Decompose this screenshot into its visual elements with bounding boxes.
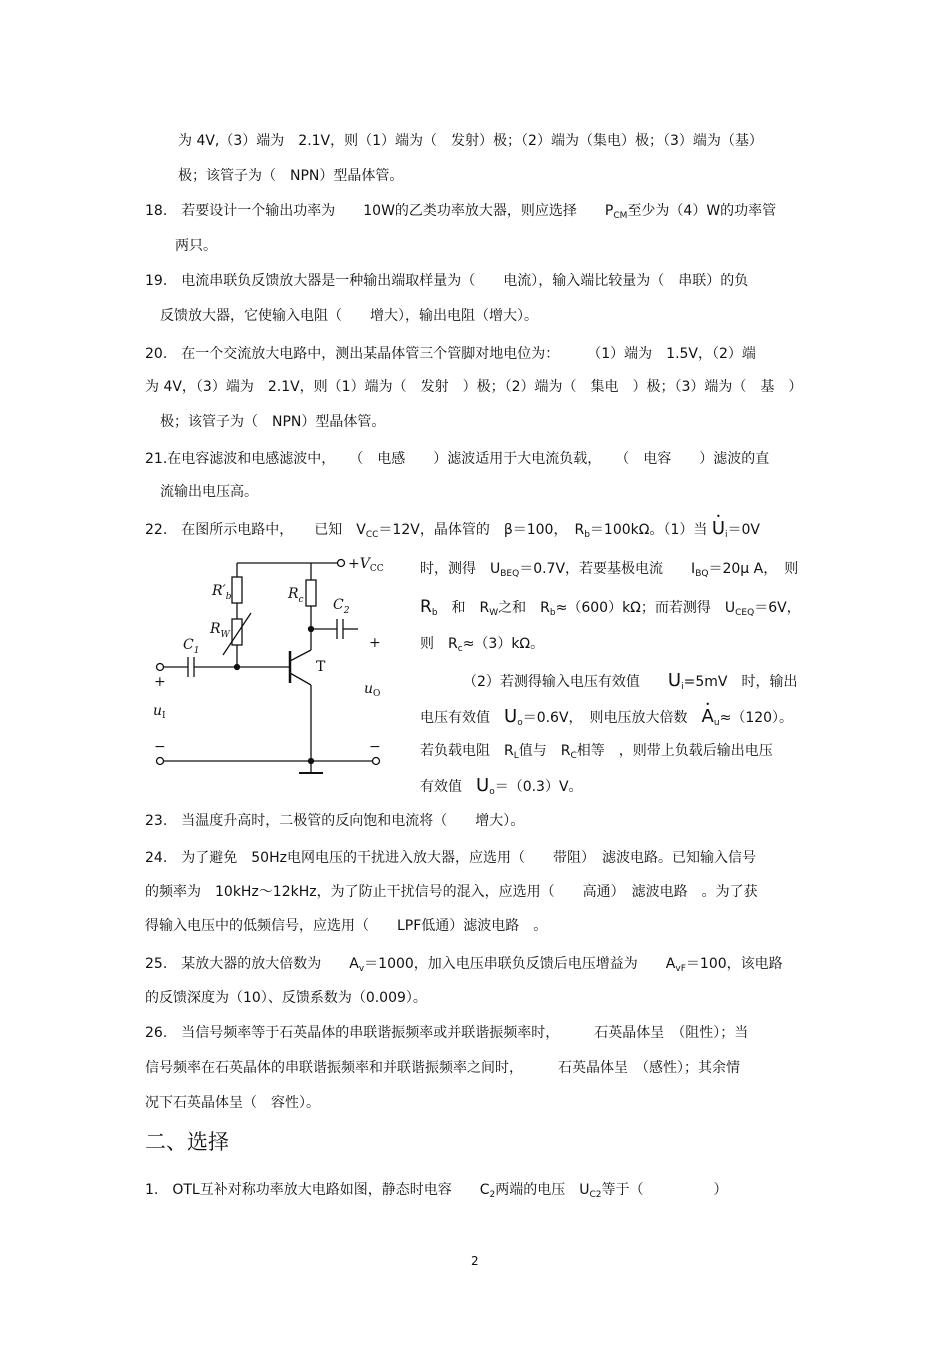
text-line: 有效值 $U_o=(0.3)V$。 (420, 775, 583, 797)
choice-question-1: 1. OTL互补对称功率放大电路如图，静态时电容 $C_2$两端的电压 $U_{C2}$等于（ ） (145, 1182, 728, 1200)
output-minus: − (369, 739, 381, 755)
input-ground-terminal (157, 758, 164, 765)
text-line: 则 $R_c\approx(3)k\Omega$。 (420, 636, 545, 654)
c2-label: $C_2$ (333, 597, 350, 616)
text-line: 流输出电压高。 (160, 484, 258, 500)
text-line: 两只。 (175, 238, 217, 254)
question-21: 21.在电容滤波和电感滤波中， （ 电感 ）滤波适用于大电流负载， （ 电容 ）滤波的直 (145, 451, 770, 467)
transistor-collector (290, 650, 311, 661)
text-line: 信号频率在石英晶体的串联谐振频率和并联谐振频率之间时， 石英晶体呈 （感性）；其余情 (145, 1060, 740, 1076)
question-26: 26. 当信号频率等于石英晶体的串联谐振频率或并联谐振频率时， 石英晶体呈 （阻性）；当 (145, 1025, 749, 1041)
text-line: 时，测得 $U_{BEQ}=0.7V$，若要基极电流 $I_{BQ}=20\mu$ A， 则 (420, 561, 799, 579)
rc-label: $R_c$ (288, 586, 304, 605)
c1-label: $C_1$ (183, 637, 200, 656)
text-line: $R_b$ 和 $R_W$之和 $R_b\approx(600)k\Omega$；而若测得 $U_{CEQ}=6V$， (420, 597, 801, 618)
rb-label: $R'_b$ (212, 583, 232, 602)
text-line: （2）若测得输入电压有效值 $U_i=5mV$ 时，输出 (463, 670, 798, 692)
rb-resistor (232, 577, 242, 603)
text-line: 得输入电压中的低频信号，应选用（ LPF低通）滤波电路 。 (145, 918, 548, 934)
question-22: 22. 在图所示电路中， 已知 $V_{CC}=12V$，晶体管的 β＝100， $R_b=100k\Omega$。（1）当 • $U_i=0V$ (145, 519, 760, 545)
page-number: 2 (471, 1254, 479, 1268)
transistor-label: T (316, 659, 326, 675)
rc-resistor (306, 580, 316, 606)
vcc-terminal (338, 560, 345, 567)
text-line: 极；该管子为（ NPN）型晶体管。 (160, 414, 386, 430)
text-line: 的反馈深度为（10）、反馈系数为（0.009）。 (145, 990, 427, 1006)
uo-label: $u_O$ (364, 681, 381, 699)
transistor-emitter (290, 673, 311, 685)
question-18: 18. 若要设计一个输出功率为 10W的乙类功率放大器，则应选择 $P_{CM}$至少为（4）W的功率管 (145, 203, 777, 221)
text-line: 极；该管子为（ NPN）型晶体管。 (178, 168, 404, 184)
text-line: 电压有效值 $U_o=0.6V$， 则电压放大倍数 • $A_u\approx(120)$。 (420, 707, 793, 733)
vcc-label: $+V_{CC}$ (348, 556, 384, 574)
input-minus: − (154, 739, 166, 755)
question-23: 23. 当温度升高时，二极管的反向饱和电流将（ 增大）。 (145, 813, 525, 829)
question-19: 19. 电流串联负反馈放大器是一种输出端取样量为（ 电流），输入端比较量为（ 串联）的负 (145, 273, 749, 289)
text-line: 为 4V，（3）端为 2.1V，则（1）端为（ 发射 ）极；（2）端为（ 集电 ）极；（3）端为（ 基 ） (145, 379, 803, 395)
text-line: 为 4V,（3）端为 2.1V，则（1）端为（ 发射）极；（2）端为（集电）极；（3）端为（基） (178, 133, 763, 149)
input-plus: + (154, 674, 166, 690)
question-20: 20. 在一个交流放大电路中，测出某晶体管三个管脚对地电位为： （1）端为 1.5V，（2）端 (145, 346, 756, 362)
amplifier-circuit-diagram (145, 543, 395, 783)
text-line: 的频率为 10kHz～12kHz，为了防止干扰信号的混入，应选用（ 高通） 滤波电路 。为了获 (145, 884, 758, 900)
output-plus: + (369, 635, 381, 651)
output-ground-terminal (373, 758, 380, 765)
section-heading: 二、选择 (145, 1130, 229, 1154)
text-line: 若负载电阻 $R_L$值与 $R_C$相等 ，则带上负载后输出电压 (420, 743, 773, 761)
question-25: 25. 某放大器的放大倍数为 $A_v=1000$，加入电压串联负反馈后电压增益为 $A_{vF}=100$，该电路 (145, 956, 783, 974)
rw-potentiometer (232, 619, 242, 645)
ui-label: $u_I$ (153, 703, 166, 721)
text-line: 反馈放大器，它使输入电阻（ 增大），输出电阻（增大）。 (160, 308, 538, 324)
rw-label: $R_W$ (210, 621, 230, 640)
text-line: 况下石英晶体呈（ 容性）。 (145, 1095, 320, 1111)
input-terminal (157, 664, 164, 671)
question-24: 24. 为了避免 50Hz电网电压的干扰进入放大器，应选用（ 带阻） 滤波电路。已知输入信号 (145, 850, 756, 866)
